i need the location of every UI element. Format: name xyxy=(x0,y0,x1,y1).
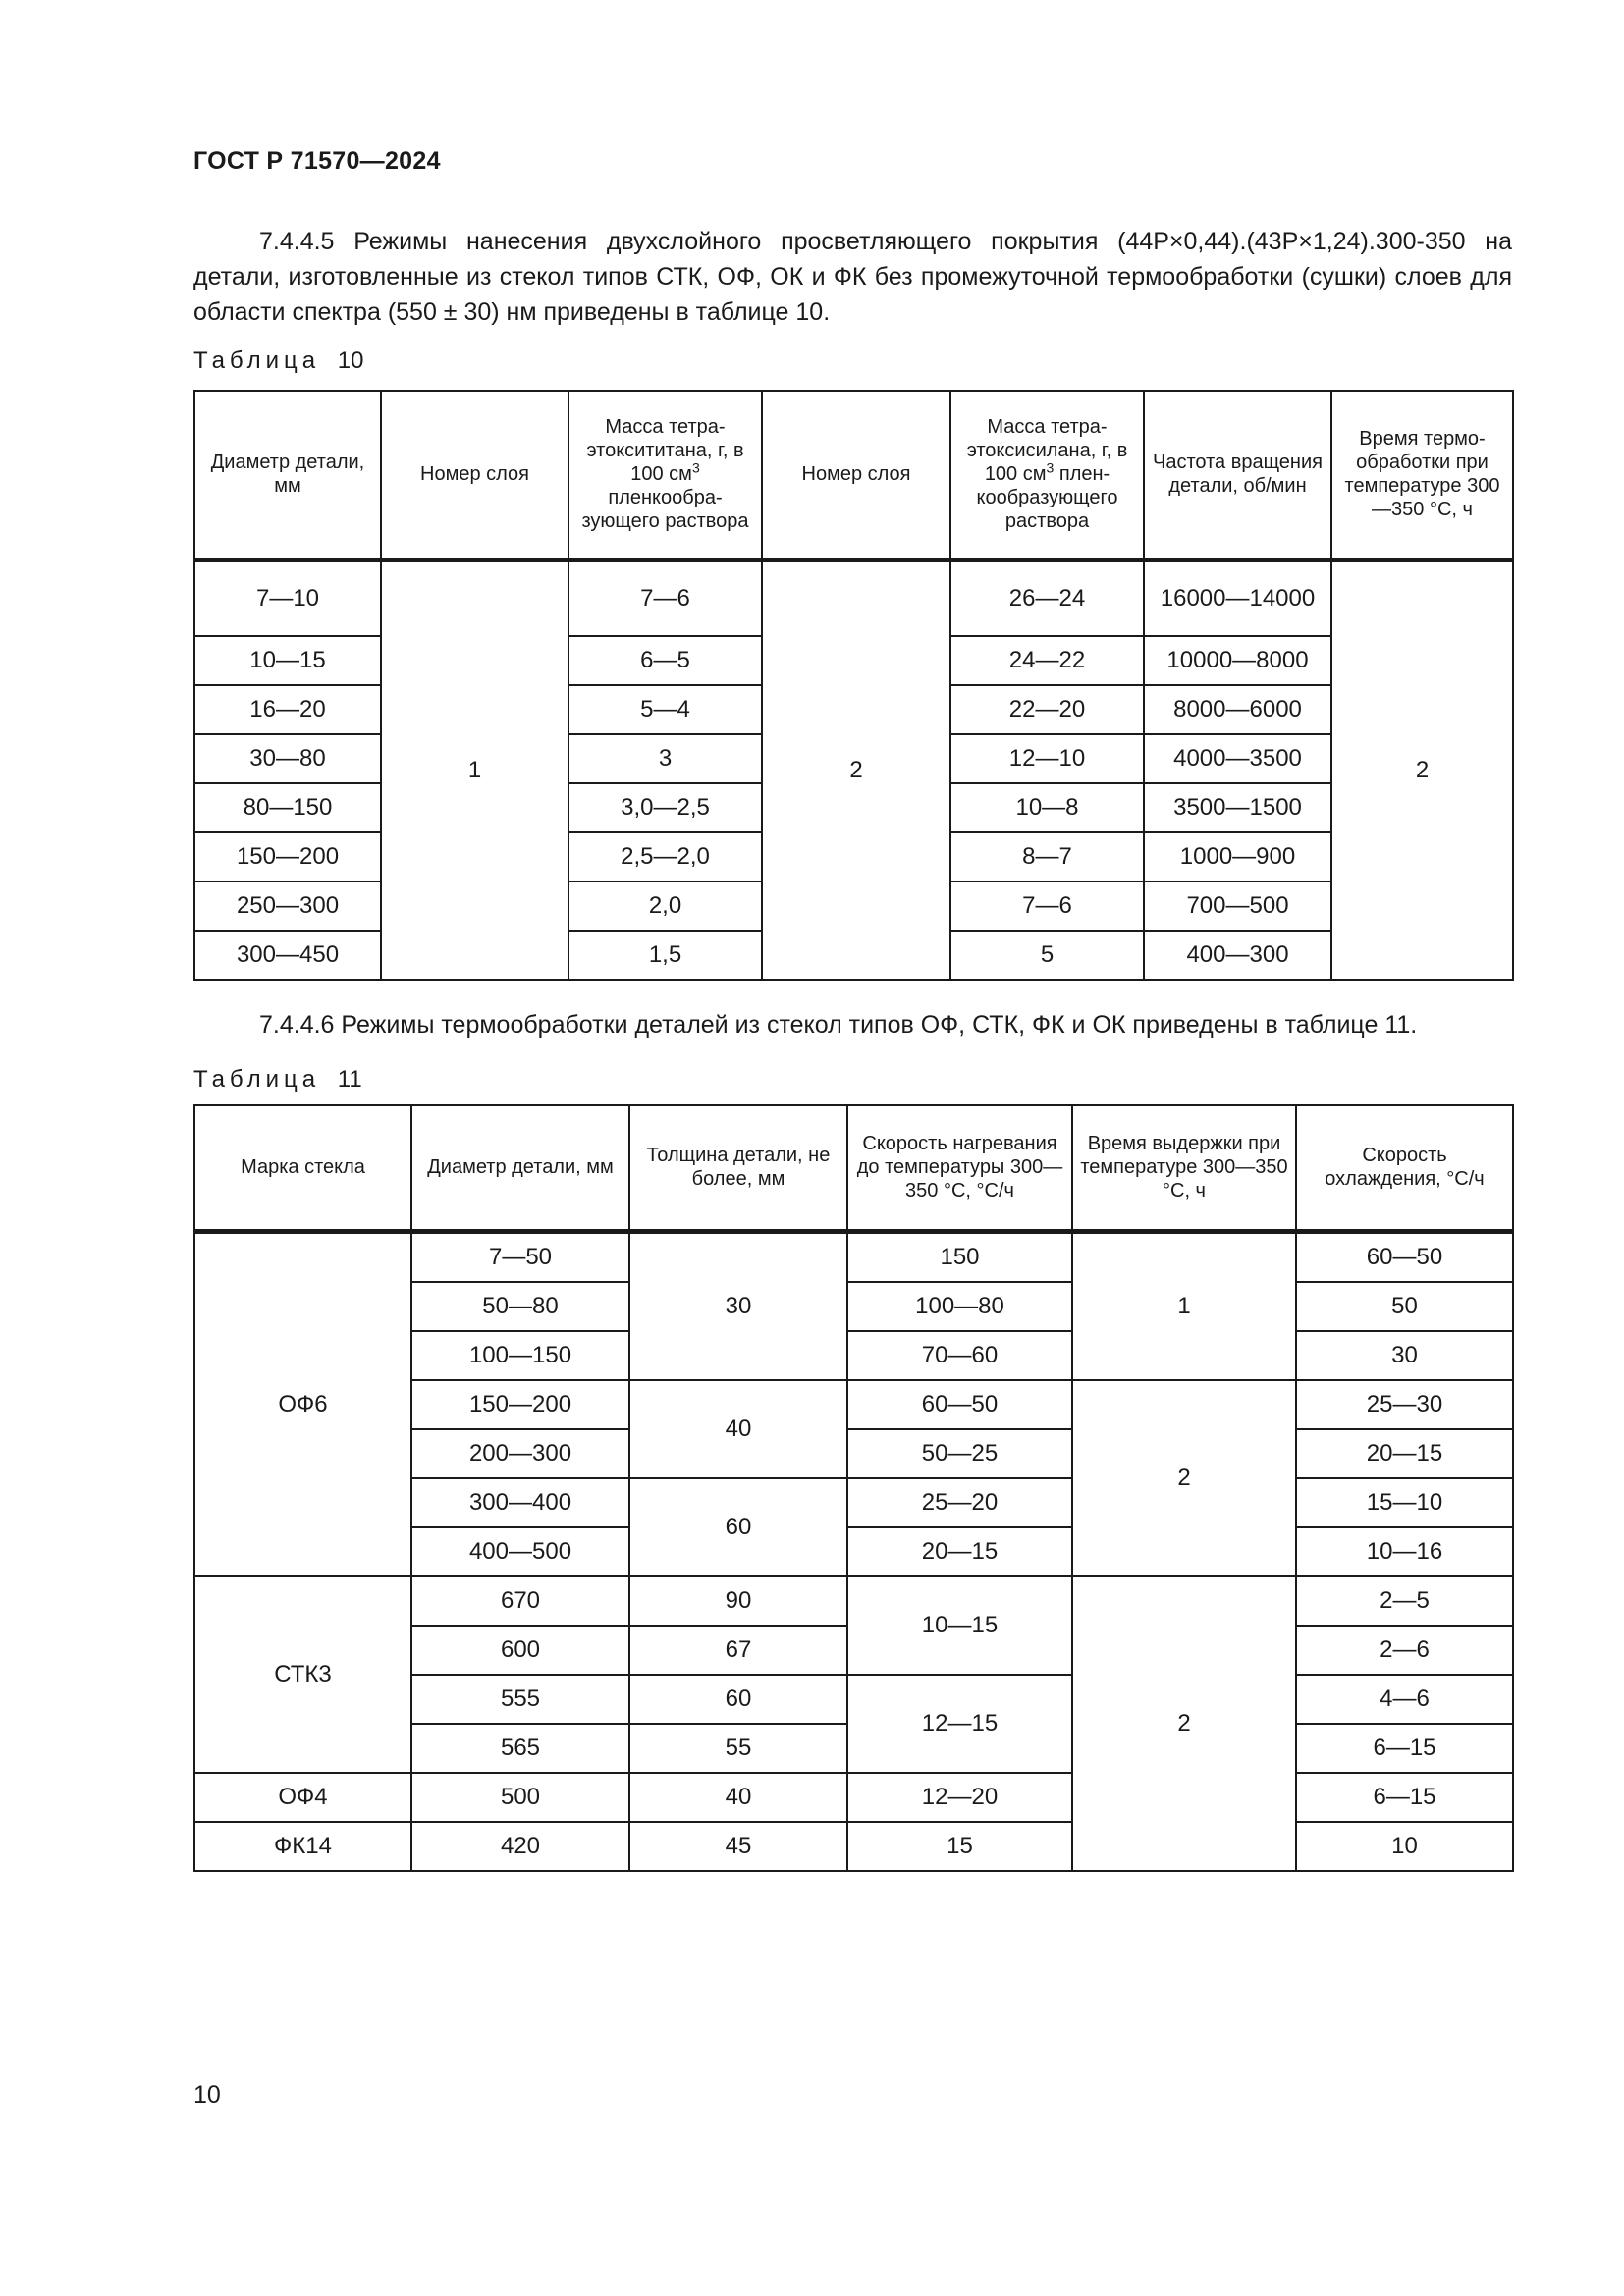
t10-header-heat-time: Время термо-обработки при температуре 300—350 °С, ч xyxy=(1331,391,1513,560)
t10-header-diameter: Диаметр детали, мм xyxy=(194,391,381,560)
t10-header-layer-1: Номер слоя xyxy=(381,391,568,560)
t11-heat-rate: 100—80 xyxy=(847,1282,1072,1331)
t10-mass-si: 7—6 xyxy=(950,881,1144,931)
t11-thickness: 30 xyxy=(629,1231,847,1380)
t10-diameter: 30—80 xyxy=(194,734,381,783)
t11-heat-rate: 25—20 xyxy=(847,1478,1072,1527)
t10-rotation: 4000—3500 xyxy=(1144,734,1331,783)
t10-mass-ti: 7—6 xyxy=(568,560,762,636)
t10-mass-ti: 3,0—2,5 xyxy=(568,783,762,832)
t11-header-heat-rate: Скорость нагревания до температуры 300—350 °С, °С/ч xyxy=(847,1105,1072,1231)
t11-heat-rate: 60—50 xyxy=(847,1380,1072,1429)
t10-mass-ti: 3 xyxy=(568,734,762,783)
t11-cool-rate: 2—5 xyxy=(1296,1576,1513,1626)
t10-heat-time-value: 2 xyxy=(1331,560,1513,980)
t10-mass-si: 12—10 xyxy=(950,734,1144,783)
t11-hold-time: 2 xyxy=(1072,1380,1296,1576)
table-row xyxy=(194,1822,1513,1871)
t10-rotation: 3500—1500 xyxy=(1144,783,1331,832)
t11-diameter: 300—400 xyxy=(411,1478,629,1527)
t11-thickness: 60 xyxy=(629,1478,847,1576)
t11-heat-rate: 15 xyxy=(847,1822,1072,1871)
t11-cool-rate: 10—16 xyxy=(1296,1527,1513,1576)
t11-diameter: 600 xyxy=(411,1626,629,1675)
t10-diameter: 300—450 xyxy=(194,931,381,980)
t11-cool-rate: 10 xyxy=(1296,1822,1513,1871)
t10-mass-ti: 2,5—2,0 xyxy=(568,832,762,881)
t11-header-cool-rate: Скорость охлаждения, °С/ч xyxy=(1296,1105,1513,1231)
t10-mass-si: 24—22 xyxy=(950,636,1144,685)
t11-header-grade: Марка стекла xyxy=(194,1105,411,1231)
t11-diameter: 420 xyxy=(411,1822,629,1871)
t11-heat-rate: 150 xyxy=(847,1231,1072,1282)
t11-diameter: 200—300 xyxy=(411,1429,629,1478)
t11-diameter: 670 xyxy=(411,1576,629,1626)
t11-hold-time: 2 xyxy=(1072,1576,1296,1871)
t11-header-diameter: Диаметр детали, мм xyxy=(411,1105,629,1231)
t10-mass-ti: 1,5 xyxy=(568,931,762,980)
t11-header-hold-time: Время выдержки при температуре 300—350 °С, ч xyxy=(1072,1105,1296,1231)
t11-cool-rate: 20—15 xyxy=(1296,1429,1513,1478)
table-10-header-row xyxy=(194,391,1513,560)
t10-mass-si: 10—8 xyxy=(950,783,1144,832)
t11-grade: СТК3 xyxy=(194,1576,411,1773)
t10-mass-ti: 5—4 xyxy=(568,685,762,734)
t11-thickness: 40 xyxy=(629,1773,847,1822)
paragraph-7-4-4-5-text: 7.4.4.5 Режимы нанесения двухслойного просветляющего покрытия (44Р×0,44).(43Р×1,24).300-350 на детали, изготовленные из стекол типов СТК, ОФ, ОК и ФК без промежуточной термообработки (сушки) слоев для области спектра (550 ± 30) нм приведены в таблице 10. xyxy=(193,228,1512,326)
t10-mass-si-pre: Масса тетра-этоксисилана, г, в 100 см xyxy=(966,416,1128,486)
t10-mass-ti: 2,0 xyxy=(568,881,762,931)
table-row xyxy=(194,1773,1513,1822)
t11-heat-rate: 12—20 xyxy=(847,1773,1072,1822)
t10-mass-si-sup: 3 xyxy=(1046,459,1055,476)
t11-cool-rate: 2—6 xyxy=(1296,1626,1513,1675)
t10-header-rotation: Частота вращения детали, об/мин xyxy=(1144,391,1331,560)
t10-rotation: 400—300 xyxy=(1144,931,1331,980)
t11-hold-time: 1 xyxy=(1072,1231,1296,1380)
t10-diameter: 150—200 xyxy=(194,832,381,881)
table-10-caption-word: Таблица xyxy=(193,347,321,374)
t11-cool-rate: 15—10 xyxy=(1296,1478,1513,1527)
t11-grade: ОФ4 xyxy=(194,1773,411,1822)
t10-mass-ti-pre: Масса тетра-этоксититана, г, в 100 см xyxy=(586,416,744,486)
t10-rotation: 10000—8000 xyxy=(1144,636,1331,685)
t11-header-thickness: Толщина детали, не более, мм xyxy=(629,1105,847,1231)
t10-header-mass-si xyxy=(950,391,1144,560)
t11-diameter: 7—50 xyxy=(411,1231,629,1282)
t11-diameter: 500 xyxy=(411,1773,629,1822)
t10-diameter: 7—10 xyxy=(194,560,381,636)
t11-cool-rate: 30 xyxy=(1296,1331,1513,1380)
t11-cool-rate: 25—30 xyxy=(1296,1380,1513,1429)
t11-diameter: 555 xyxy=(411,1675,629,1724)
t10-mass-ti-sup: 3 xyxy=(691,459,700,476)
table-11 xyxy=(193,1104,1514,1872)
page-number: 10 xyxy=(193,2081,221,2109)
t10-header-layer-2: Номер слоя xyxy=(762,391,950,560)
paragraph-7-4-4-5 xyxy=(193,224,1512,330)
t10-mass-si: 5 xyxy=(950,931,1144,980)
t10-mass-ti-post: пленкообра-зующего раствора xyxy=(581,487,749,533)
t10-layer-2-value: 2 xyxy=(762,560,950,980)
t11-diameter: 50—80 xyxy=(411,1282,629,1331)
t11-thickness: 90 xyxy=(629,1576,847,1626)
t11-cool-rate: 4—6 xyxy=(1296,1675,1513,1724)
table-row xyxy=(194,560,1513,636)
t11-diameter: 400—500 xyxy=(411,1527,629,1576)
t10-header-mass-ti xyxy=(568,391,762,560)
table-row xyxy=(194,1576,1513,1626)
t11-grade: ОФ6 xyxy=(194,1231,411,1576)
table-11-caption-number: 11 xyxy=(337,1066,362,1093)
t11-diameter: 150—200 xyxy=(411,1380,629,1429)
paragraph-7-4-4-6-text: 7.4.4.6 Режимы термообработки деталей из стекол типов ОФ, СТК, ФК и ОК приведены в таблице 11. xyxy=(259,1011,1418,1039)
t10-diameter: 10—15 xyxy=(194,636,381,685)
t10-diameter: 16—20 xyxy=(194,685,381,734)
table-11-caption xyxy=(193,1066,362,1094)
t10-rotation: 16000—14000 xyxy=(1144,560,1331,636)
t11-thickness: 45 xyxy=(629,1822,847,1871)
table-10 xyxy=(193,390,1514,981)
t10-mass-si: 26—24 xyxy=(950,560,1144,636)
t11-grade: ФК14 xyxy=(194,1822,411,1871)
t10-rotation: 1000—900 xyxy=(1144,832,1331,881)
t11-heat-rate: 50—25 xyxy=(847,1429,1072,1478)
t11-thickness: 60 xyxy=(629,1675,847,1724)
document-code: ГОСТ Р 71570—2024 xyxy=(193,147,441,175)
table-11-header-row xyxy=(194,1105,1513,1231)
t10-diameter: 80—150 xyxy=(194,783,381,832)
paragraph-7-4-4-6 xyxy=(193,1007,1512,1042)
t10-rotation: 8000—6000 xyxy=(1144,685,1331,734)
t11-cool-rate: 50 xyxy=(1296,1282,1513,1331)
t11-diameter: 100—150 xyxy=(411,1331,629,1380)
t10-rotation: 700—500 xyxy=(1144,881,1331,931)
table-10-caption xyxy=(193,347,363,375)
table-11-caption-word: Таблица xyxy=(193,1066,321,1093)
t11-heat-rate: 20—15 xyxy=(847,1527,1072,1576)
t10-mass-si: 8—7 xyxy=(950,832,1144,881)
t10-diameter: 250—300 xyxy=(194,881,381,931)
t10-mass-si-post: плен-кообразующего раствора xyxy=(976,463,1118,533)
t11-cool-rate: 6—15 xyxy=(1296,1773,1513,1822)
t11-heat-rate: 12—15 xyxy=(847,1675,1072,1773)
t10-mass-ti: 6—5 xyxy=(568,636,762,685)
table-10-caption-number: 10 xyxy=(337,347,364,374)
t11-cool-rate: 60—50 xyxy=(1296,1231,1513,1282)
t11-cool-rate: 6—15 xyxy=(1296,1724,1513,1773)
table-row xyxy=(194,1231,1513,1282)
t11-heat-rate: 10—15 xyxy=(847,1576,1072,1675)
t11-thickness: 40 xyxy=(629,1380,847,1478)
t11-diameter: 565 xyxy=(411,1724,629,1773)
t11-thickness: 67 xyxy=(629,1626,847,1675)
t10-mass-si: 22—20 xyxy=(950,685,1144,734)
t11-heat-rate: 70—60 xyxy=(847,1331,1072,1380)
t10-layer-1-value: 1 xyxy=(381,560,568,980)
t11-thickness: 55 xyxy=(629,1724,847,1773)
